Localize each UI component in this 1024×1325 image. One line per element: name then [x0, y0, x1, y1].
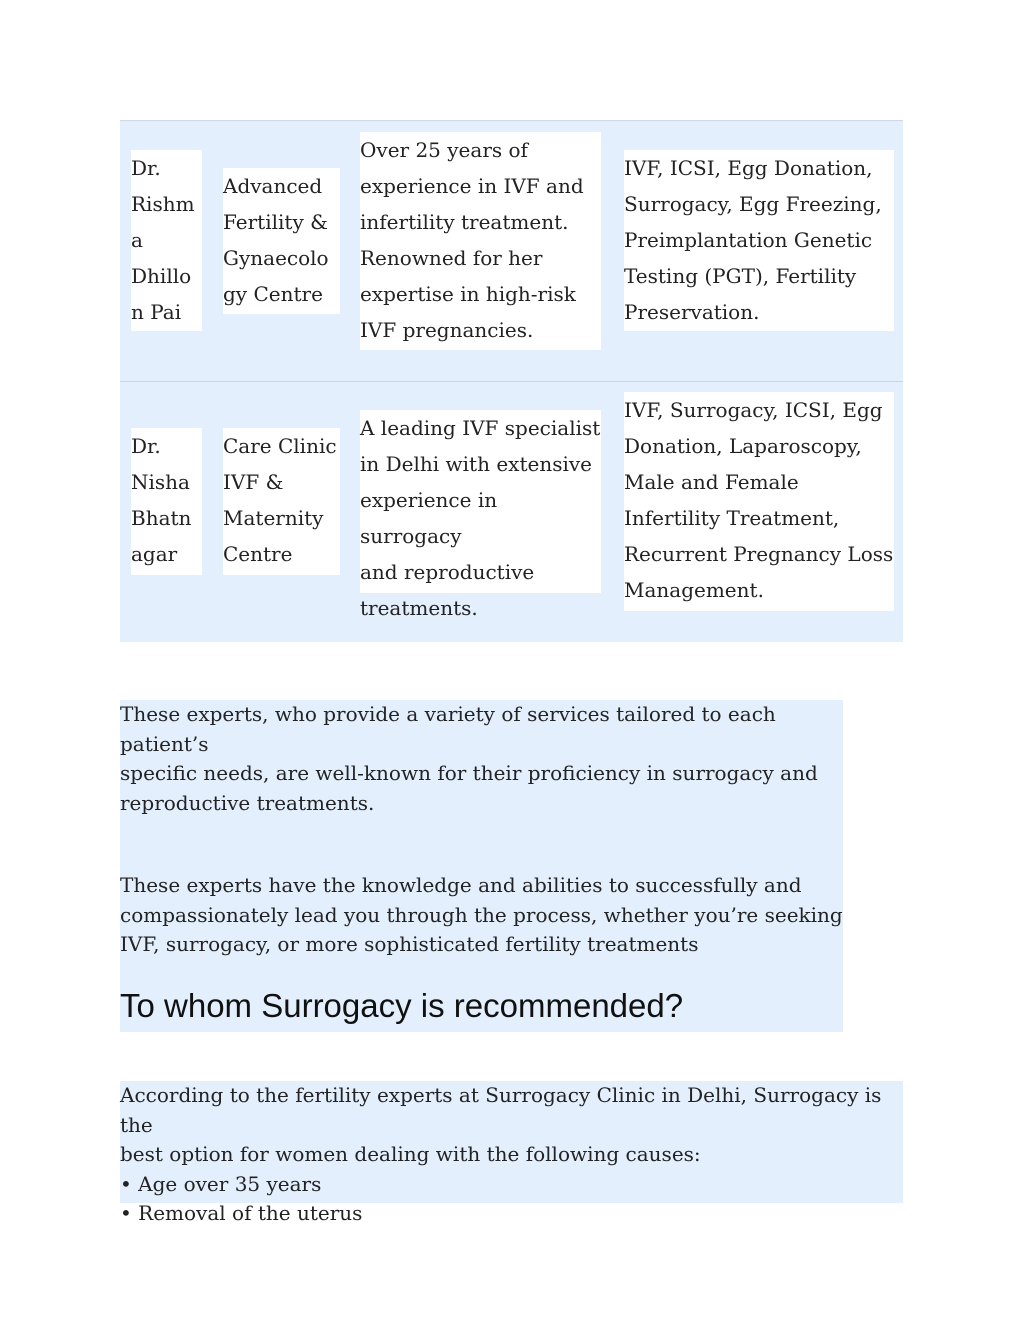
causes-list	[120, 1170, 903, 1229]
experts-paragraph: These experts, who provide a variety of services tailored to each patient’s specific needs, are well-known for their proficiency in surrogacy and reproductive treatments.	[120, 702, 818, 815]
doctor-name-cell: Dr. Rishm a Dhillo n Pai	[131, 150, 202, 331]
list-item: • Age over 35 years	[120, 1171, 322, 1196]
abilities-paragraph: These experts have the knowledge and abilities to successfully and compassionately lead you through the process, whether you’re seeking IVF, surrogacy, or more sophisticated fertility treatments	[120, 873, 843, 956]
doctors-table	[120, 120, 903, 642]
services-cell: IVF, ICSI, Egg Donation, Surrogacy, Egg Freezing, Preimplantation Genetic Testing (PGT), Fertility Preservation.	[624, 150, 894, 331]
paragraph-block	[120, 700, 843, 990]
recommendation-intro: According to the fertility experts at Surrogacy Clinic in Delhi, Surrogacy is the best option for women dealing with the following causes:	[120, 1083, 882, 1166]
experience-cell: A leading IVF specialist in Delhi with extensive experience in surrogacy and reproductive treatments.	[360, 410, 601, 593]
section-heading: To whom Surrogacy is recommended?	[120, 982, 843, 1032]
doctor-name-cell: Dr. Nisha Bhatn agar	[131, 428, 202, 575]
clinic-name-cell: Care Clinic IVF & Maternity Centre	[223, 428, 340, 575]
experience-cell: Over 25 years of experience in IVF and infertility treatment. Renowned for her expertise in high-risk IVF pregnancies.	[360, 132, 601, 350]
table-row	[120, 382, 903, 642]
table-row	[120, 121, 903, 381]
services-cell: IVF, Surrogacy, ICSI, Egg Donation, Laparoscopy, Male and Female Infertility Treatment, Recurrent Pregnancy Loss Management.	[624, 392, 894, 611]
clinic-name-cell: Advanced Fertility & Gynaecolo gy Centre	[223, 168, 340, 314]
list-item: • Removal of the uterus	[120, 1201, 363, 1225]
recommendation-block	[120, 1081, 903, 1225]
